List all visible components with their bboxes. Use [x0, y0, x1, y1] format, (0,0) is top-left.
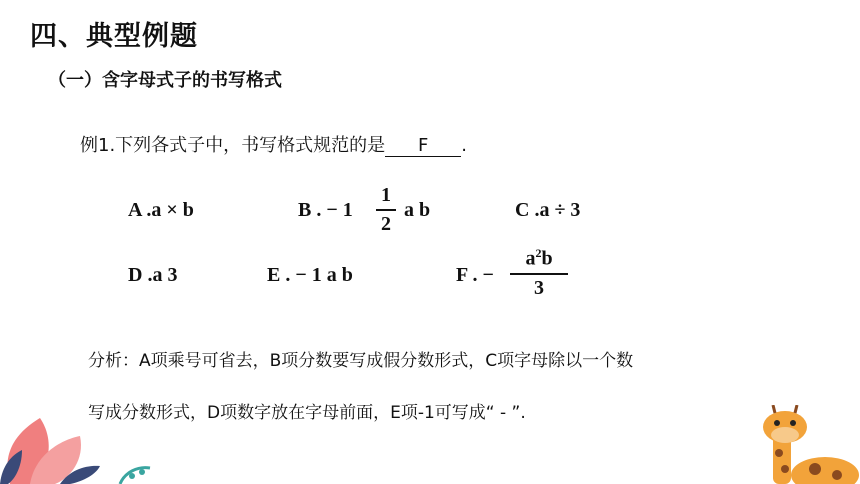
giraffe-snout-icon: [771, 427, 799, 443]
giraffe-body-icon: [791, 457, 859, 484]
giraffe-spot-icon: [832, 470, 842, 480]
option-d: D .a 3: [128, 264, 178, 286]
example-question: [80, 131, 467, 157]
subsection-heading: （一）含字母式子的书写格式: [48, 70, 282, 91]
analysis-line-2: 写成分数形式，D项数字放在字母前面，E项-1可写成“ - ”.: [88, 403, 526, 423]
option-b-suffix: a b: [404, 199, 431, 221]
teal-dot-icon: [129, 473, 135, 479]
giraffe-decoration: [755, 405, 860, 484]
option-b-fraction: [376, 184, 396, 236]
giraffe-horn-icon: [773, 405, 775, 413]
option-e: E . − 1 a b: [267, 264, 353, 286]
option-a: A .a × b: [128, 199, 194, 221]
option-b-numerator: 1: [381, 184, 391, 206]
fraction-bar: [510, 273, 568, 275]
giraffe-eye-icon: [774, 420, 780, 426]
giraffe-spot-icon: [781, 465, 789, 473]
answer-blank: F: [385, 135, 461, 157]
option-f-num-exponent: 2: [535, 246, 542, 260]
giraffe-horn-icon: [795, 405, 797, 413]
section-heading: 四、典型例题: [30, 21, 198, 52]
option-f-denominator: 3: [534, 276, 544, 299]
option-f-fraction: [510, 246, 568, 300]
option-b-denominator: 2: [381, 213, 391, 235]
teal-dot-icon: [139, 469, 145, 475]
analysis-line-1: 分析：A项乘号可省去，B项分数要写成假分数形式，C项字母除以一个数: [88, 351, 634, 371]
giraffe-eye-icon: [790, 420, 796, 426]
option-c: C .a ÷ 3: [515, 199, 581, 221]
option-f-num-base: a: [525, 247, 536, 270]
example-suffix: .: [461, 135, 467, 156]
example-prefix: 例1.下列各式子中，书写格式规范的是: [80, 135, 386, 156]
giraffe-spot-icon: [775, 449, 783, 457]
teal-sprig-icon: [120, 468, 150, 484]
option-b-prefix: B . − 1: [298, 199, 353, 221]
option-f-num-rest: b: [541, 247, 553, 270]
giraffe-spot-icon: [809, 463, 821, 475]
option-f-prefix: F . −: [456, 264, 494, 286]
fraction-bar: [376, 209, 396, 211]
leaves-decoration: [0, 410, 160, 484]
option-f-numerator: [510, 246, 568, 271]
